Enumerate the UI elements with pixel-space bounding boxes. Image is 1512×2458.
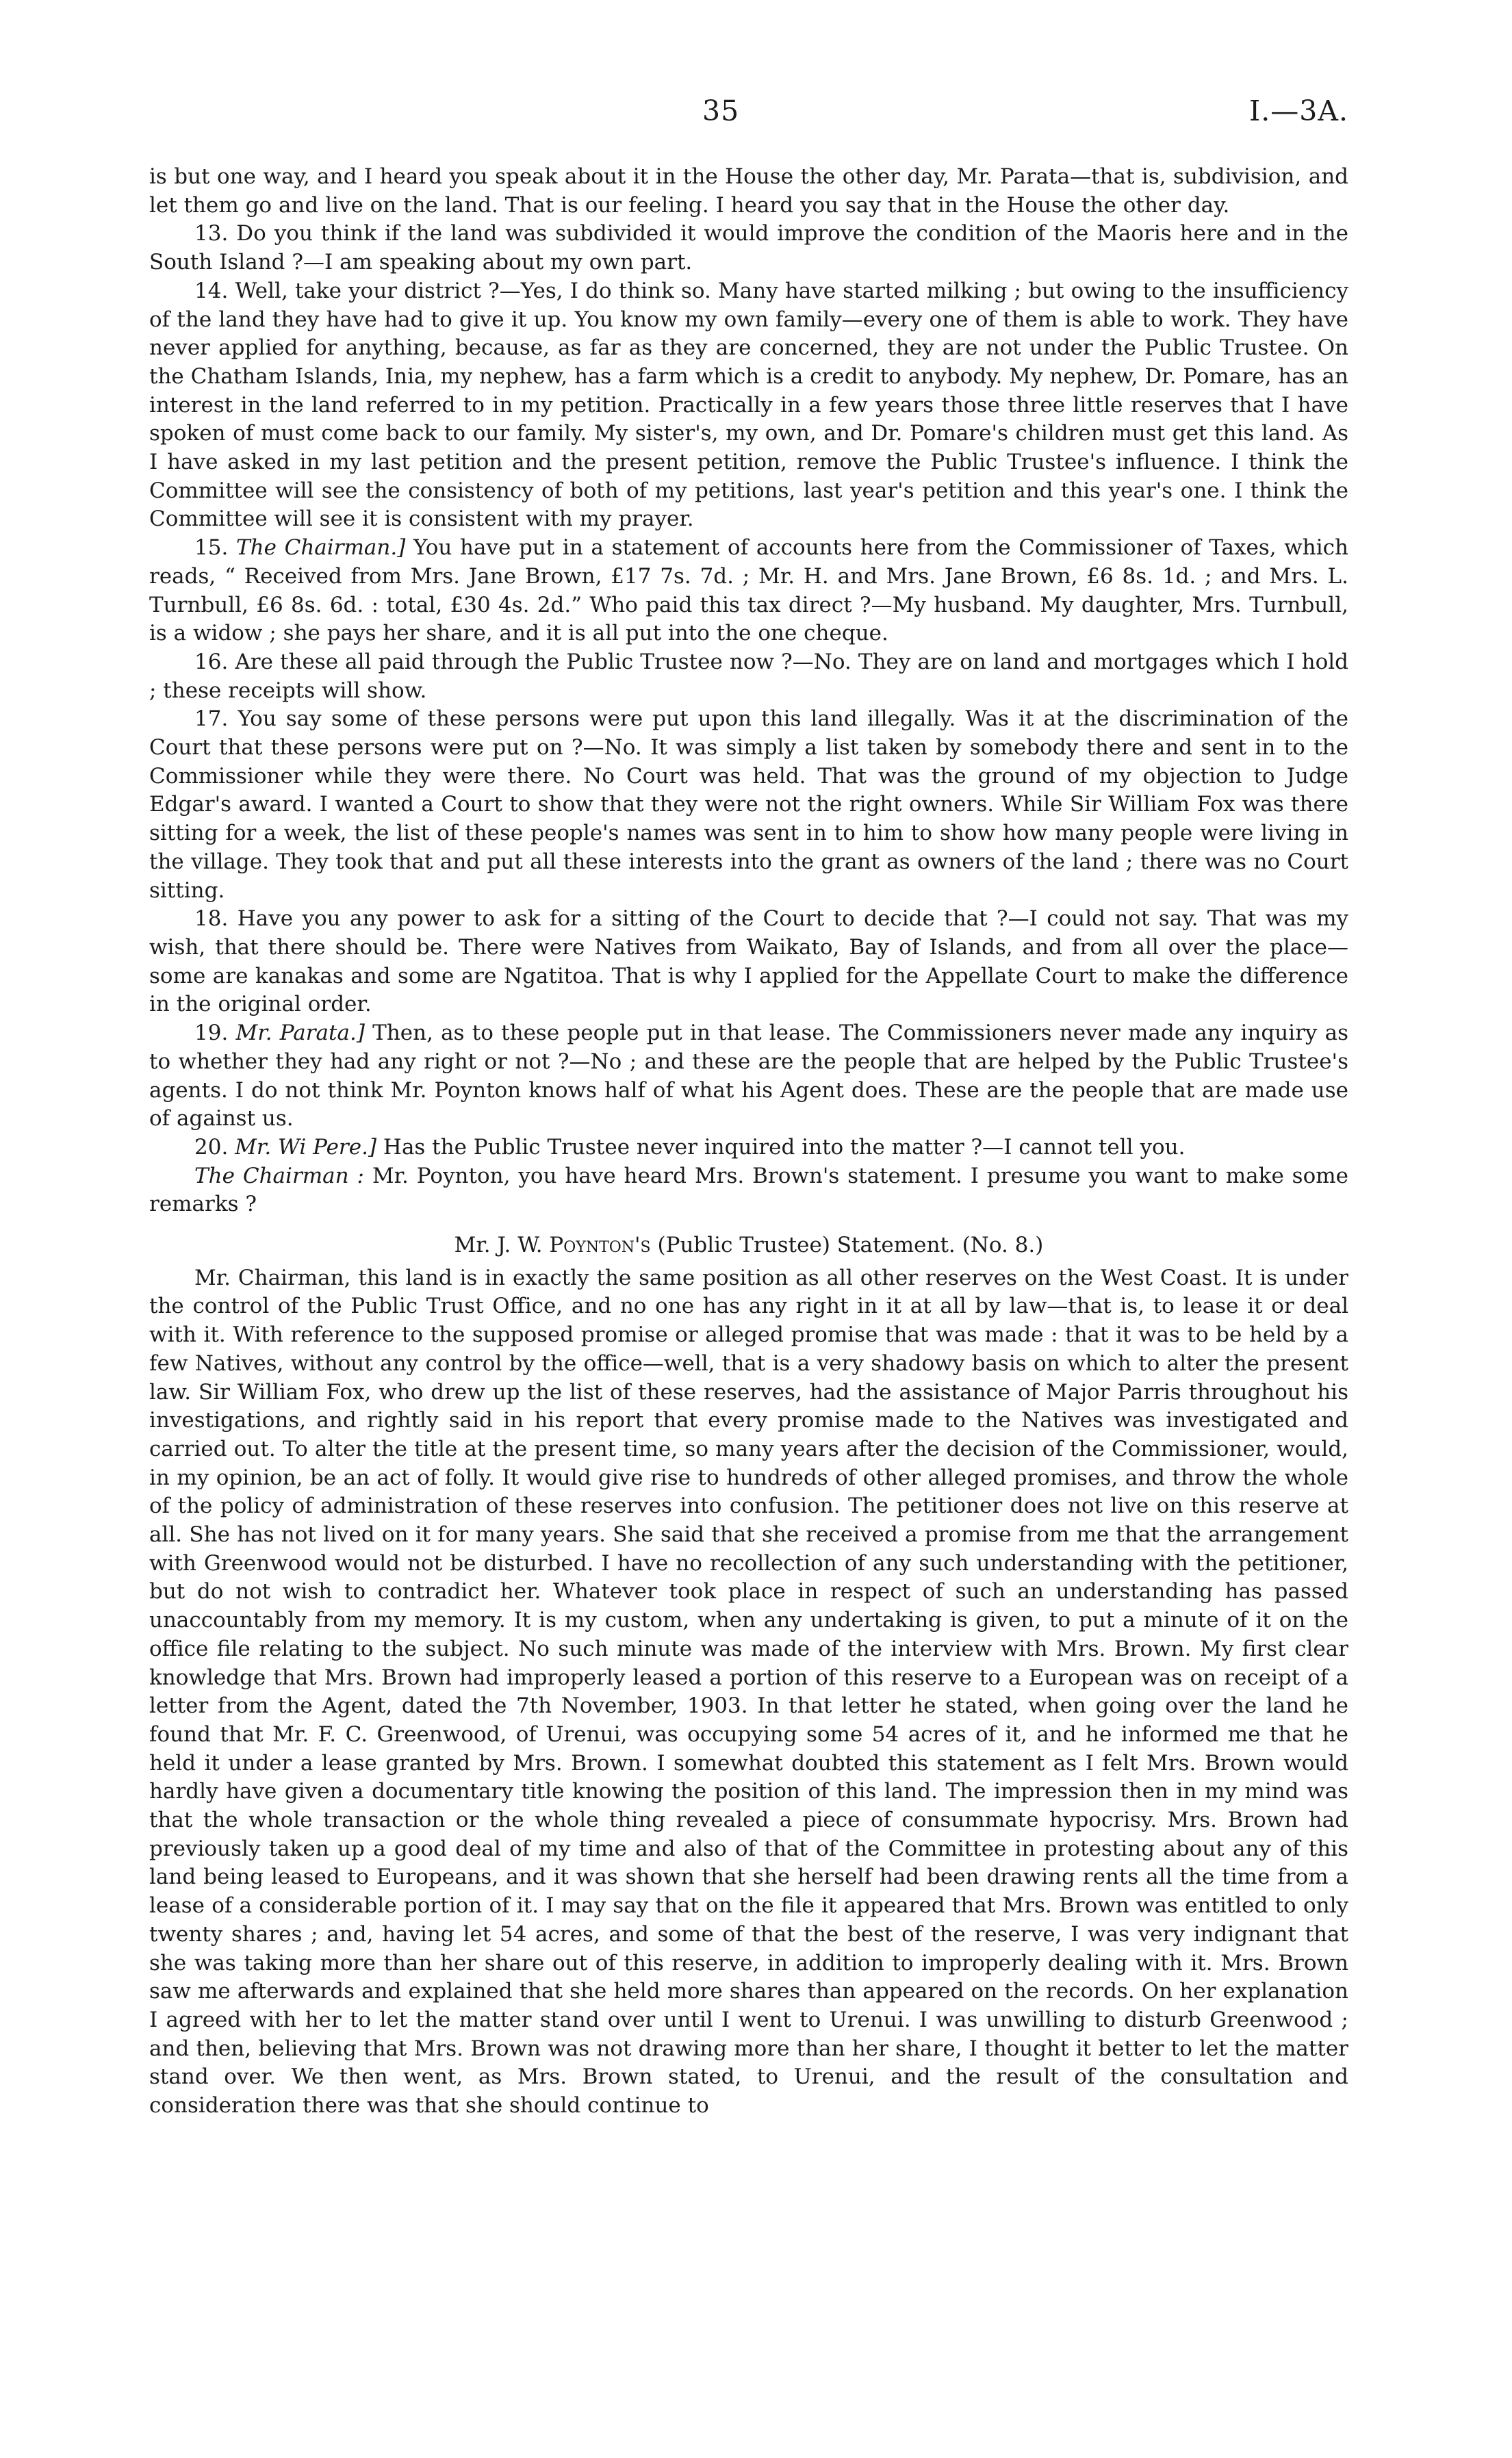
question-number: 16. [194,649,229,674]
question-paragraph [149,905,1348,1019]
question-text: Then, as to these people put in that lease. The Commissioners never made any inquiry as to whether they had any right or not ?—No ; and these are the people that are helped by the Public Trustee's agents. I do not think Mr. Poynton knows half of what his Agent does. These are the people that are made use of against us. [149,1021,1349,1131]
question-number: 17. [194,706,229,732]
statement-heading [149,1231,1348,1260]
question-text: Well, take your district ?—Yes, I do think so. Many have started milking ; but owing to the insufficiency of the land they have had to give it up. You know my own family—every one of them is able to work. They have never applied for anything, because, as far as they are concerned, they are not under the Public Trustee. On the Chatham Islands, Inia, my nephew, has a farm which is a credit to anybody. My nephew, Dr. Pomare, has an interest in the land referred to in my petition. Practically in a few years those three little reserves that I have spoken of must come back to our family. My sister's, my own, and Dr. Pomare's children must get this land. As I have asked in my last petition and the present petition, remove the Public Trustee's influence. I think the Committee will see the consistency of both of my petitions, last year's petition and this year's one. I think the Committee will see it is consistent with my prayer. [149,278,1348,532]
heading-prefix: Mr. J. W. [454,1233,543,1258]
chairman-remark [149,1162,1348,1219]
question-speaker: Mr. Wi Pere.] [235,1134,377,1160]
question-paragraph [149,534,1348,648]
question-paragraph [149,277,1348,534]
question-speaker: Mr. Parata.] [235,1021,365,1046]
opening-paragraph: is but one way, and I heard you speak about it in the House the other day, Mr. Parata—that is, subdivision, and let them go and live on the land. That is our feeling. I heard you say that in the House the other day. [149,164,1348,218]
statement-text: Mr. Chairman, this land is in exactly the same position as all other reserves on the West Coast. It is under the control of the Public Trust Office, and no one has any right in it at all by law—that is, to lease it or deal with it. With reference to the supposed promise or alleged promise that was made : that it was to be held by a few Natives, without any control by the office—well, that is a very shadowy basis on which to alter the present law. Sir William Fox, who drew up the list of these reserves, had the assistance of Major Parris throughout his investigations, and rightly said in his report that every promise made to the Natives was investigated and carried out. To alter the title at the present time, so many years after the decision of the Commissioner, would, in my opinion, be an act of folly. It would give rise to hundreds of other alleged promises, and throw the whole of the policy of administration of these reserves into confusion. The petitioner does not live on this reserve at all. She has not lived on it for many years. She said that she received a promise from me that the arrangement with Greenwood would not be disturbed. I have no recollection of any such understanding with the petitioner, but do not wish to contradict her. Whatever took place in respect of such an understanding has passed unaccountably from my memory. It is my custom, when any undertaking is given, to put a minute of it on the office file relating to the subject. No such minute was made of the interview with Mrs. Brown. My first clear knowledge that Mrs. Brown had improperly leased a portion of this reserve to a European was on receipt of a letter from the Agent, dated the 7th November, 1903. In that letter he stated, when going over the land he found that Mr. F. C. Greenwood, of Urenui, was occupying some 54 acres of it, and he informed me that he held it under a lease granted by Mrs. Brown. I somewhat doubted this statement as I felt Mrs. Brown would hardly have given a documentary title knowing the position of this land. The impression then in my mind was that the whole transaction or the whole thing revealed a piece of consummate hypocrisy. Mrs. Brown had previously taken up a good deal of my time and also of that of the Committee in protesting about any of this land being leased to Europeans, and it was shown that she herself had been drawing rents all the time from a lease of a considerable portion of it. I may say that on the file it appeared that Mrs. Brown was entitled to only twenty shares ; and, having let 54 acres, and some of that the best of the reserve, I was very indignant that she was taking more than her share out of this reserve, in addition to improperly dealing with it. Mrs. Brown saw me afterwards and explained that she held more shares than appeared on the records. On her explanation I agreed with her to let the matter stand over until I went to Urenui. I was unwilling to disturb Greenwood ; and then, believing that Mrs. Brown was not drawing more than her share, I thought it better to let the matter stand over. We then went, as Mrs. Brown stated, to Urenui, and the result of the consultation and consideration there was that she should continue to [149,1265,1348,2118]
question-text: You say some of these persons were put upon this land illegally. Was it at the discrimination of the Court that these persons were put on ?—No. It was simply a list taken by somebody there and sent in to the Commissioner while they were there. No Court was held. That was the ground of my objection to Judge Edgar's award. I wanted a Court to show that they were not the right owners. While Sir William Fox was there sitting for a week, the list of these people's names was sent in to him to show how many people were living in the village. They took that and put all these interests into the grant as owners of the land ; there was no Court sitting. [149,706,1348,903]
page-header [149,0,1348,144]
question-number: 18. [194,906,229,932]
question-number: 20. [194,1134,229,1160]
question-paragraph [149,220,1348,277]
chairman-remark-text: Mr. Poynton, you have heard Mrs. Brown's statement. I presume you want to make some remarks ? [149,1163,1348,1217]
question-number: 13. [194,221,229,246]
question-paragraph [149,1019,1348,1134]
question-speaker: The Chairman.] [235,535,406,561]
question-text: You have put in a statement of accounts here from the Commissioner of Taxes, which reads, “ Received from Mrs. Jane Brown, £17 7s. 7d. ; Mr. H. and Mrs. Jane Brown, £6 8s. 1d. ; and Mrs. L. Turnbull, £6 8s. 6d. : total, £30 4s. 2d.” Who paid this tax direct ?—My husband. My daughter, Mrs. Turnbull, is a widow ; she pays her share, and it is all put into the one cheque. [149,535,1348,646]
question-text: Have you any power to ask for a sitting of the Court to decide that ?—I could not say. That was my wish, that there should be. There were Natives from Waikato, Bay of Islands, and from all over the place—some are kanakas and some are Ngatitoa. That is why I applied for the Appellate Court to make the difference in the original order. [149,906,1348,1017]
heading-name: Poynton's [549,1233,651,1258]
question-text: Are these all paid through the Public Trustee now ?—No. They are on land and mortgages which I hold ; these receipts will show. [149,649,1348,703]
question-paragraph [149,1134,1348,1162]
document-body [149,163,1348,2121]
question-text: Has the Public Trustee never inquired into the matter ?—I cannot tell you. [383,1134,1186,1160]
question-number: 19. [194,1021,229,1046]
question-text: Do you think if the land was subdivided it would improve the condition of the Maoris here and in the South Island ?—I am speaking about my own part. [149,221,1348,275]
chairman-remark-speaker: The Chairman : [194,1163,364,1188]
question-paragraph [149,648,1348,705]
questions-list [149,220,1348,1162]
page-number: 35 [702,94,740,127]
question-paragraph [149,705,1348,905]
page [149,0,1349,2118]
question-number: 15. [194,535,229,561]
heading-suffix: (Public Trustee) Statement. (No. 8.) [657,1233,1044,1258]
question-number: 14. [194,278,229,303]
paper-reference: I.—3A. [1249,94,1348,127]
